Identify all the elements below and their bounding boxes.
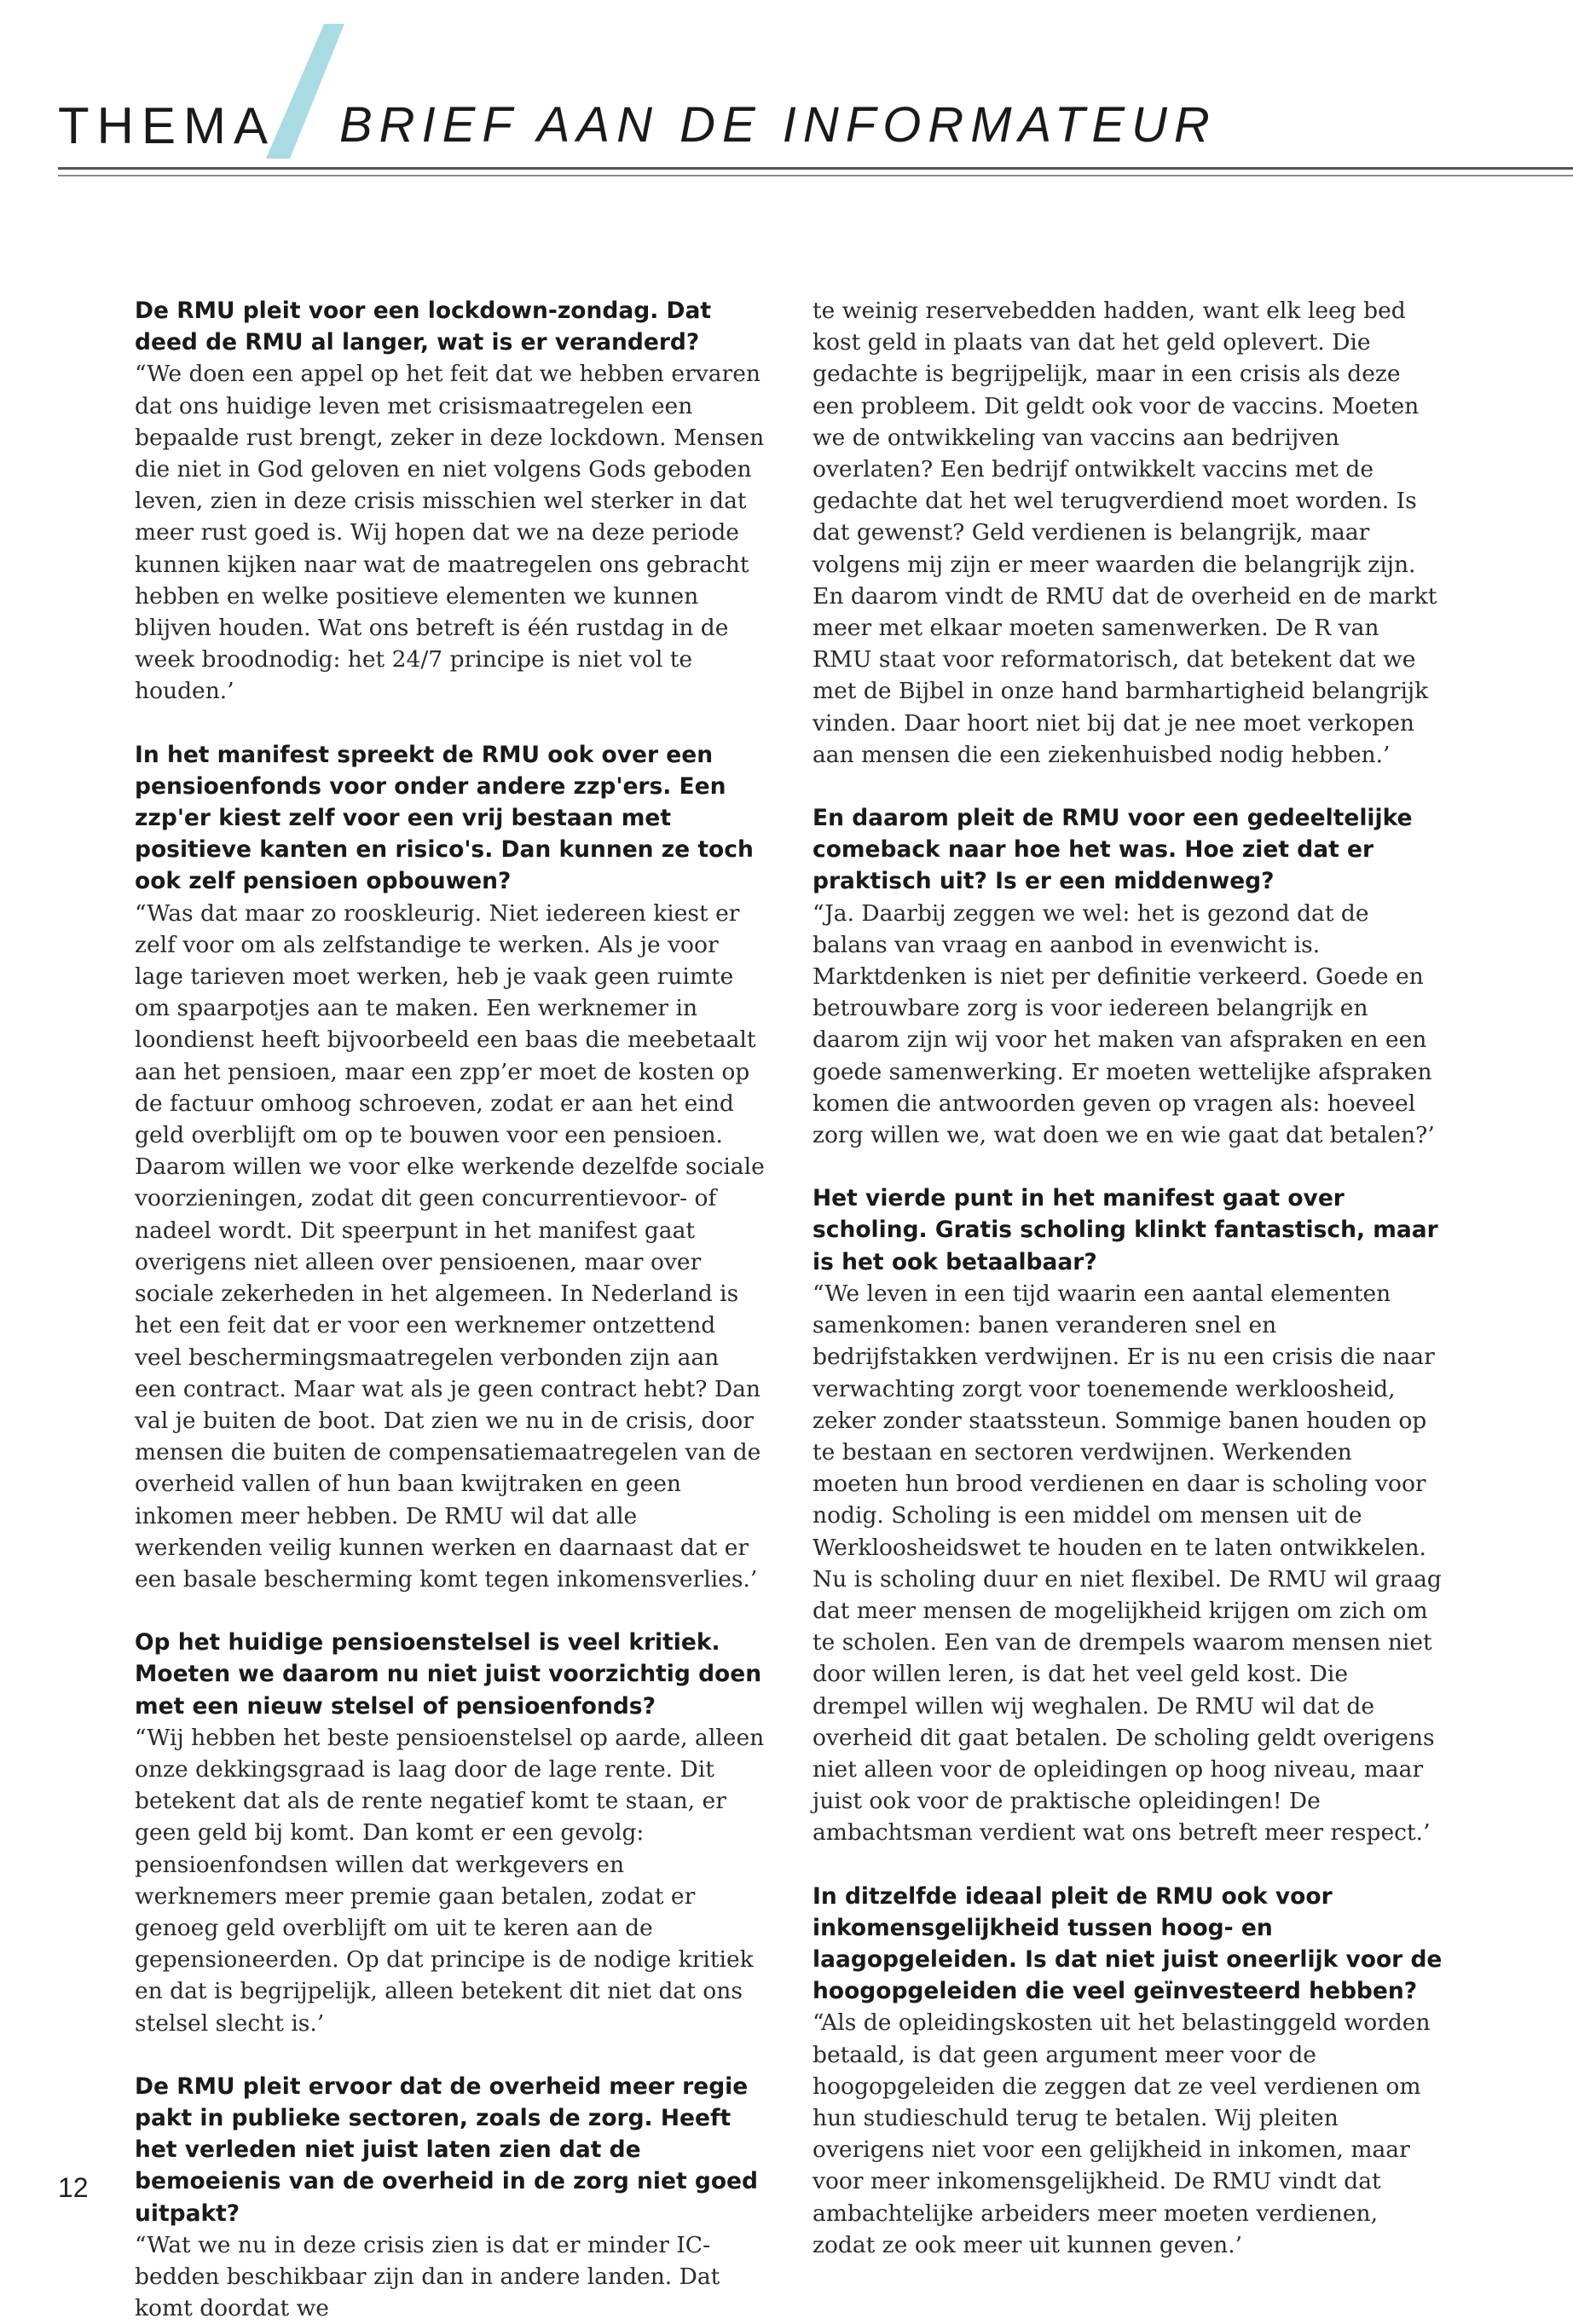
answer: “We doen een appel op het feit dat we hebben ervaren dat ons huidige leven met crisismaatregelen een bepaalde rust brengt, zeker in deze lockdown. Mensen die niet in God geloven en niet volgens Gods geboden leven, zien in deze crisis misschien wel sterker in dat meer rust goed is. Wij hopen dat we na deze periode kunnen kijken naar wat de maatregelen ons gebracht hebben en welke positieve elementen we kunnen blijven houden. Wat ons betreft is één rustdag in de week broodnodig: het 24/7 principe is niet vol te houden.’	[135, 361, 765, 705]
header-rule-thin	[58, 175, 1573, 176]
page-number: 12	[58, 2172, 89, 2203]
answer: “Wij hebben het beste pensioenstelsel op aarde, alleen onze dekkingsgraad is laag door de lage rente. Dit betekent dat als de rente negatief komt te staan, er geen geld bij komt. Dan komt er een gevolg: pensioenfondsen willen dat werkgevers en werknemers meer premie gaan betalen, zodat er genoeg geld overblijft om uit te keren aan de gepensioneerden. Op dat principe is de nodige kritiek en dat is begrijpelijk, alleen betekent dit niet dat ons stelsel slecht is.’	[135, 1724, 765, 2037]
question: In ditzelfde ideaal pleit de RMU ook voor inkomensgelijkheid tussen hoog- en laagopgeleiden. Is dat niet juist oneerlijk voor de hoogopgeleiden die veel geïnvesteerd hebben?	[813, 1882, 1443, 2005]
answer-continued: te weinig reservebedden hadden, want elk leeg bed kost geld in plaats van dat het geld oplevert. Die gedachte is begrijpelijk, maar in een crisis als deze een probleem. Dit geldt ook voor de vaccins. Moeten we de ontwikkeling van vaccins aan bedrijven overlaten? Een bedrijf ontwikkelt vaccins met de gedachte dat het wel terugverdiend moet worden. Is dat gewenst? Geld verdienen is belangrijk, maar volgens mij zijn er meer waarden die belangrijk zijn. En daarom vindt de RMU dat de overheid en de markt meer met elkaar moeten samenwerken. De R van RMU staat voor reformatorisch, dat betekent dat we met de Bijbel in onze hand barmhartigheid belangrijk vinden. Daar hoort niet bij dat je nee moet verkopen aan mensen die een ziekenhuisbed nodig hebben.’	[813, 298, 1437, 768]
question: De RMU pleit voor een lockdown-zondag. Dat deed de RMU al langer, wat is er veranderd?	[135, 298, 712, 356]
page-title: BRIEF AAN DE INFORMATEUR	[339, 97, 1217, 153]
section-label: THEMA	[58, 97, 275, 154]
header-rule	[58, 167, 1573, 170]
answer: “Wat we nu in deze crisis zien is dat er minder IC-bedden beschikbaar zijn dan in andere landen. Dat komt doordat we	[135, 2231, 720, 2322]
answer: “Als de opleidingskosten uit het belastinggeld worden betaald, is dat geen argument meer voor de hoogopgeleiden die zeggen dat ze veel verdienen om hun studieschuld terug te betalen. Wij pleiten overigens niet voor een gelijkheid in inkomen, maar voor meer inkomensgelijkheid. De RMU vindt dat ambachtelijke arbeiders meer moeten verdienen, zodat ze ook meer uit kunnen geven.’	[813, 2009, 1431, 2258]
answer: “We leven in een tijd waarin een aantal elementen samenkomen: banen veranderen snel en bedrijfstakken verdwijnen. Er is nu een crisis die naar verwachting zorgt voor toenemende werkloosheid, zeker zonder staatssteun. Sommige banen houden op te bestaan en sectoren verdwijnen. Werkenden moeten hun brood verdienen en daar is scholing voor nodig. Scholing is een middel om mensen uit de Werkloosheidswet te houden en te laten ontwikkelen. Nu is scholing duur en niet flexibel. De RMU wil graag dat meer mensen de mogelijkheid krijgen om zich om te scholen. Een van de drempels waarom mensen niet door willen leren, is dat het veel geld kost. Die drempel willen wij weghalen. De RMU wil dat de overheid dit gaat betalen. De scholing geldt overigens niet alleen voor de opleidingen op hoog niveau, maar juist ook voor de praktische opleidingen! De ambachtsman verdient wat ons betreft meer respect.’	[813, 1280, 1442, 1847]
question: In het manifest spreekt de RMU ook over een pensioenfonds voor onder andere zzp'ers. Een zzp'er kiest zelf voor een vrij bestaan met positieve kanten en risico's. Dan kunnen ze toch ook zelf pensioen opbouwen?	[135, 741, 754, 895]
left-column	[135, 295, 766, 2324]
question: De RMU pleit ervoor dat de overheid meer regie pakt in publieke sectoren, zoals de zorg. Heeft het verleden niet juist laten zien dat de bemoeienis van de overheid in de zorg niet goed uitpakt?	[135, 2073, 758, 2227]
question: Het vierde punt in het manifest gaat over scholing. Gratis scholing klinkt fantastisch, maar is het ook betaalbaar?	[813, 1185, 1438, 1275]
right-column	[813, 295, 1443, 2261]
answer: “Ja. Daarbij zeggen we wel: het is gezond dat de balans van vraag en aanbod in evenwicht is. Marktdenken is niet per definitie verkeerd. Goede en betrouwbare zorg is voor iedereen belangrijk en daarom zijn wij voor het maken van afspraken en een goede samenwerking. Er moeten wettelijke afspraken komen die antwoorden geven op vragen als: hoeveel zorg willen we, wat doen we en wie gaat dat betalen?’	[813, 899, 1435, 1149]
question: Op het huidige pensioenstelsel is veel kritiek. Moeten we daarom nu niet juist voorzichtig doen met een nieuw stelsel of pensioenfonds?	[135, 1629, 762, 1720]
slash-shape	[266, 24, 344, 159]
question: En daarom pleit de RMU voor een gedeeltelijke comeback naar hoe het was. Hoe ziet dat er praktisch uit? Is er een middenweg?	[813, 805, 1413, 895]
answer: “Was dat maar zo rooskleurig. Niet iedereen kiest er zelf voor om als zelfstandige te werken. Als je voor lage tarieven moet werken, heb je vaak geen ruimte om spaarpotjes aan te maken. Een werknemer in loondienst heeft bijvoorbeeld een baas die meebetaalt aan het pensioen, maar een zpp’er moet de kosten op de factuur omhoog schroeven, zodat er aan het eind geld overblijft om op te bouwen voor een pensioen. Daarom willen we voor elke werkende dezelfde sociale voorzieningen, zodat dit geen concurrentievoor- of nadeel wordt. Dit speerpunt in het manifest gaat overigens niet alleen over pensioenen, maar over sociale zekerheden in het algemeen. In Nederland is het een feit dat er voor een werknemer ontzettend veel beschermingsmaatregelen verbonden zijn aan een contract. Maar wat als je geen contract hebt? Dan val je buiten de boot. Dat zien we nu in de crisis, door mensen die buiten de compensatiemaatregelen van de overheid vallen of hun baan kwijtraken en geen inkomen meer hebben. De RMU wil dat alle werkenden veilig kunnen werken en daarnaast dat er een basale bescherming komt tegen inkomensverlies.’	[135, 899, 765, 1593]
